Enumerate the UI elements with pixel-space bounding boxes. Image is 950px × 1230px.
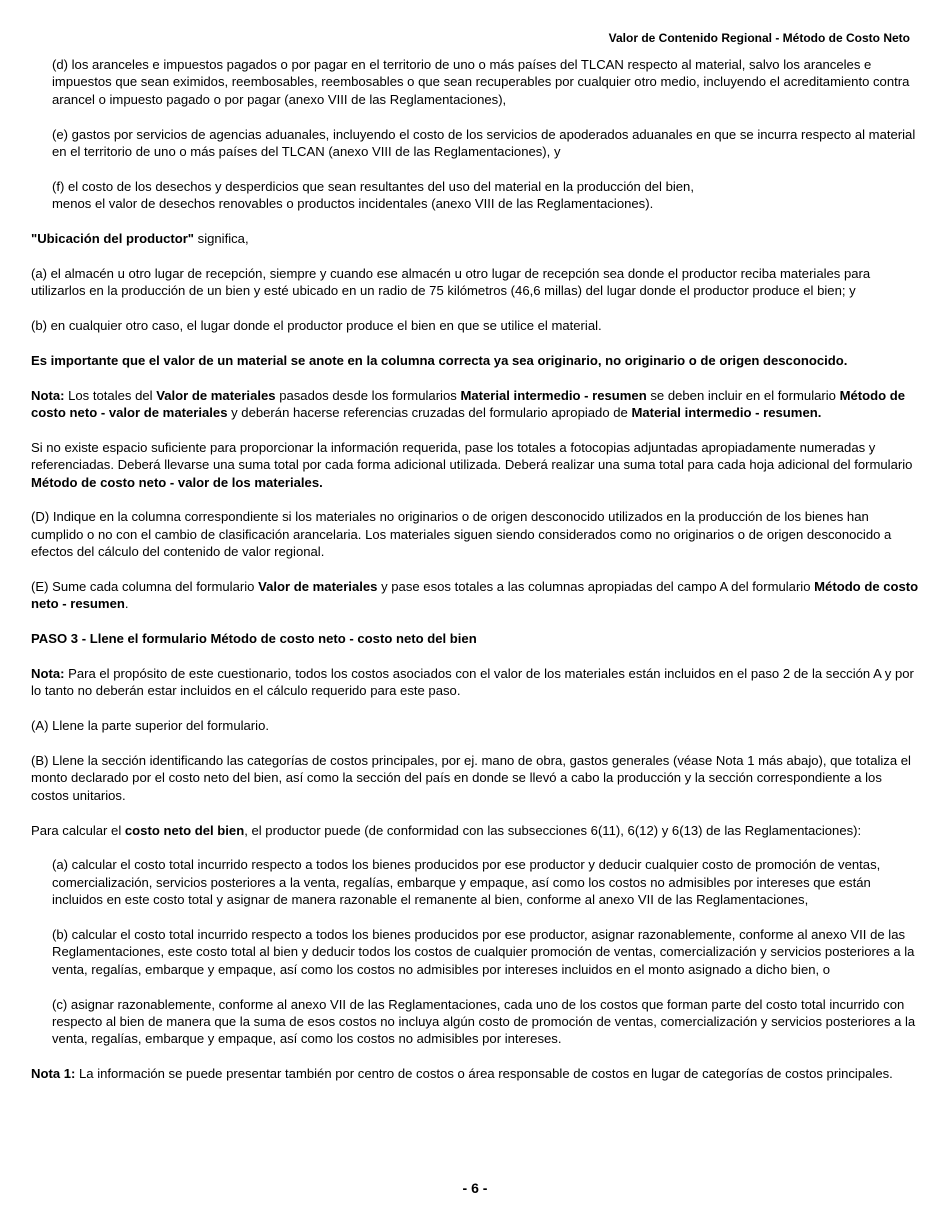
item-E [31,578,921,613]
nota2-label: Nota: [31,666,65,682]
nota-bold-2: Material intermedio - resumen [460,387,647,403]
item-E-text-2: y pase esos totales a las columnas apropiadas del campo A del formulario [377,579,815,595]
nota1-text: La información se puede presentar también por centro de costos o área responsable de costos en lugar de categorías de costos principales. [75,1066,893,1082]
item-D: (D) Indique en la columna correspondiente si los materiales no originarios o de origen desconocido utilizados en la producción de los bienes han cumplido o no con el cambio de clasificación arancelaria. Los materiales siguen siendo considerados como no originarios o de origen desconocido a efectos del cálculo del contenido de valor regional. [31,509,892,560]
item-A: (A) Llene la parte superior del formulario. [31,718,269,734]
space-text: Si no existe espacio suficiente para proporcionar la información requerida, pase los totales a fotocopias adjuntadas apropiadamente numeradas y referenciadas. Deberá llevarse una suma total por cada forma adicional utilizada. Deberá realizar una suma total para cada hoja adicional del formulario [31,439,913,473]
nota-text-2: pasados desde los formularios [275,387,461,403]
nota-text-1: Los totales del [64,387,157,403]
ubicacion-a: (a) el almacén u otro lugar de recepción, siempre y cuando ese almacén u otro lugar de recepción sea donde el productor reciba materiales para utilizarlos en la producción de un bien y esté ubicado en un radio de 75 kilómetros (46,6 millas) del lugar donde el productor produce el bien; y [31,265,871,299]
page-number: - 6 - [462,1180,488,1196]
ubicacion-term: "Ubicación del productor" [31,231,195,247]
calc-intro [31,822,921,839]
item-f-line2: menos el valor de desechos renovables o productos incidentales (anexo VIII de las Reglamentaciones). [52,196,654,212]
nota2-paragraph [31,665,921,700]
ubicacion-definition [31,230,921,247]
nota-text-4: y deberán hacerse referencias cruzadas del formulario apropiado de [227,405,632,421]
space-bold: Método de costo neto - valor de los materiales. [31,474,323,490]
paso3-text: PASO 3 - Llene el formulario Método de costo neto - costo neto del bien [31,631,477,647]
nota-paragraph [31,387,921,422]
nota-bold-3: Método de costo neto - valor de materiales [31,387,906,421]
item-E-text-1: (E) Sume cada columna del formulario [31,579,259,595]
calc-b: (b) calcular el costo total incurrido respecto a todos los bienes producidos por ese productor, asignar razonablemente, conforme al anexo VII de las Reglamentaciones, este costo total al bien y deducir todos los costos de cualquier promoción de ventas, comercialización y servicios posteriores a la venta, regalías, embarque y empaque, así como los costos no admisibles por intereses incluidos en el monto asignado a dicho bien, o [52,927,915,977]
nota2-text: Para el propósito de este cuestionario, todos los costos asociados con el valor de los materiales están incluidos en el paso 2 de la sección A y por lo tanto no deberán estar incluidos en el cálculo requerido para este paso. [31,666,914,699]
item-d: (d) los aranceles e impuestos pagados o por pagar en el territorio de uno o más países del TLCAN respecto al material, salvo los aranceles e impuestos que sean eximidos, reembosables, reembosables o que sean recuperables por cualquier otro medio, incluyendo el acreditamiento contra arancel o impuesto pagado o por pagar (anexo VIII de las Reglamentaciones), [52,57,910,107]
space-paragraph [31,439,921,491]
item-e: (e) gastos por servicios de agencias aduanales, incluyendo el costo de los servicios de apoderados aduanales en que se incurra respecto al material en el territorio de uno o más países del TLCAN (anexo VIII de las Reglamentaciones), y [52,126,916,160]
important-text: Es importante que el valor de un material se anote en la columna correcta ya sea originario, no originario o de origen desconocido. [31,352,848,368]
nota-bold-1: Valor de materiales [156,387,276,403]
calc-a: (a) calcular el costo total incurrido respecto a todos los bienes producidos por ese productor y deducir cualquier costo de promoción de ventas, comercialización, servicios posteriores a la venta, regalías, embarque y empaque, así como los costos no admisibles por intereses que están incluidos en este costo total y asignar de manera razonable el remanente al bien, conforme al anexo VII de las Reglamentaciones, [52,857,881,908]
nota1-paragraph [31,1065,921,1082]
nota-text-3: se deben incluir en el formulario [646,387,840,403]
nota1-label: Nota 1: [31,1066,76,1082]
calc-text-1: Para calcular el [31,822,125,838]
item-E-bold-2: Método de costo neto - resumen [31,579,919,612]
item-E-bold-1: Valor de materiales [258,579,378,595]
nota-label: Nota: [31,387,65,403]
calc-text-2: , el productor puede (de conformidad con las subsecciones 6(11), 6(12) y 6(13) de las Reglamentaciones): [244,822,862,838]
item-f [52,178,921,213]
ubicacion-b: (b) en cualquier otro caso, el lugar donde el productor produce el bien en que se utilice el material. [31,318,602,334]
document-body [31,56,921,1083]
item-B: (B) Llene la sección identificando las categorías de costos principales, por ej. mano de obra, gastos generales (véase Nota 1 más abajo), que totaliza el monto declarado por el costo neto del bien, así como la sección del país en donde se llevó a cabo la producción y la sección correspondiente a los costos unitarios. [31,753,911,803]
paso3-heading [31,630,921,647]
ubicacion-rest: significa, [194,231,249,247]
important-note [31,352,921,369]
item-f-line1: (f) el costo de los desechos y desperdicios que sean resultantes del uso del material en la producción del bien, [52,178,694,194]
nota-bold-4: Material intermedio - resumen. [631,405,822,421]
calc-bold: costo neto del bien [124,822,245,838]
calc-c: (c) asignar razonablemente, conforme al anexo VII de las Reglamentaciones, cada uno de los costos que forman parte del costo total incurrido con respecto al bien de manera que la suma de esos costos no incluya algún costo de promoción de ventas, comercialización y servicios posteriores a la venta, regalías, embarque y empaque, así como los costos no admisibles por intereses. [52,996,916,1047]
item-E-text-3: . [124,596,129,612]
page-header: Valor de Contenido Regional - Método de Costo Neto [608,31,910,45]
